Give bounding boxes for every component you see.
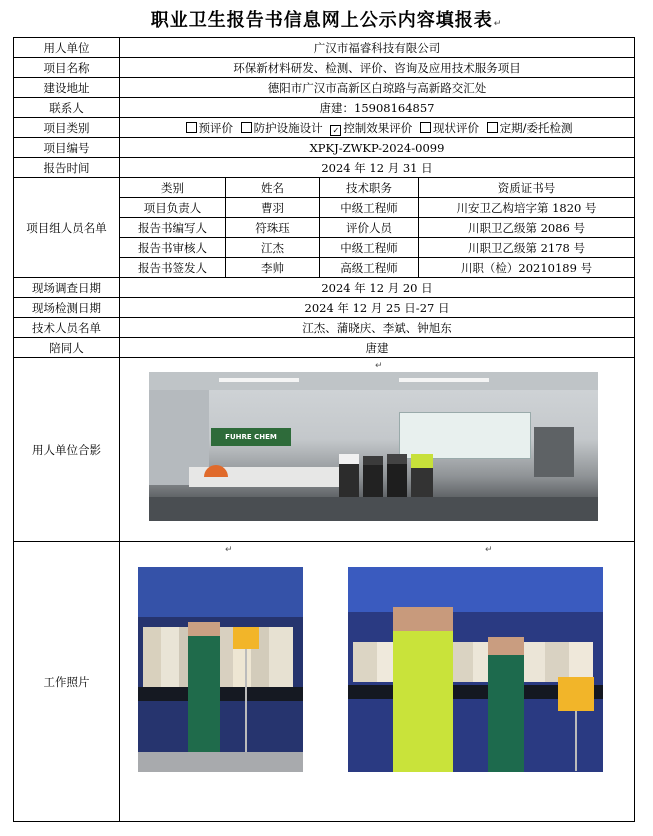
para-mark: ↵	[375, 361, 383, 371]
ceiling	[149, 372, 598, 390]
project-name-label: 项目名称	[14, 58, 120, 78]
ceiling-light	[219, 378, 299, 382]
report-time-label: 报告时间	[14, 158, 120, 178]
work-photos-cell	[120, 542, 635, 822]
address-label: 建设地址	[14, 78, 120, 98]
project-no-label: 项目编号	[14, 138, 120, 158]
employer-value: 广汉市福睿科技有限公司	[120, 38, 635, 58]
report-time-value: 2024 年 12 月 31 日	[120, 158, 635, 178]
team-role: 报告书编写人	[120, 218, 226, 238]
row-survey-date	[14, 278, 635, 298]
row-technicians	[14, 318, 635, 338]
group-photo	[149, 372, 598, 521]
team-header: 资质证书号	[419, 178, 635, 198]
info-table	[13, 37, 635, 822]
tripod	[245, 649, 247, 769]
team-header: 技术职务	[320, 178, 419, 198]
technician	[188, 622, 220, 766]
work-photos-label: 工作照片	[14, 542, 120, 822]
project-type-options	[120, 118, 635, 138]
technicians-value: 江杰、蒲晓庆、李斌、钟旭东	[120, 318, 635, 338]
group-photo-cell	[120, 358, 635, 542]
option-label: 定期/委托检测	[499, 120, 573, 135]
team-cert: 川职（检）20210189 号	[419, 258, 635, 278]
technician	[488, 637, 524, 772]
row-project-no	[14, 138, 635, 158]
team-cert: 川安卫乙构培字第 1820 号	[419, 198, 635, 218]
row-report-time	[14, 158, 635, 178]
team-role: 项目负责人	[120, 198, 226, 218]
team-title: 高级工程师	[320, 258, 419, 278]
company-banner: FUHRE CHEM	[211, 428, 291, 446]
option-checkbox[interactable]	[186, 122, 197, 133]
row-project-name	[14, 58, 635, 78]
form-title-text: 职业卫生报告书信息网上公示内容填报表	[150, 10, 493, 31]
upper-cabinets	[138, 567, 303, 617]
contact-label: 联系人	[14, 98, 120, 118]
doorway	[534, 427, 574, 477]
sampling-instrument	[558, 677, 594, 711]
row-address	[14, 78, 635, 98]
team-header: 姓名	[226, 178, 320, 198]
technicians-label: 技术人员名单	[14, 318, 120, 338]
address-value: 德阳市广汉市高新区白琼路与高新路交汇处	[120, 78, 635, 98]
employer-label: 用人单位	[14, 38, 120, 58]
option-label: 防护设施设计	[253, 120, 323, 135]
ceiling-light	[399, 378, 489, 382]
display-screen	[399, 412, 531, 459]
row-project-type	[14, 118, 635, 138]
project-type-label: 项目类别	[14, 118, 120, 138]
option-label: 现状评价	[432, 120, 479, 135]
team-title: 评价人员	[320, 218, 419, 238]
survey-date-label: 现场调查日期	[14, 278, 120, 298]
team-label: 项目组人员名单	[14, 178, 120, 278]
row-employer	[14, 38, 635, 58]
row-test-date	[14, 298, 635, 318]
team-role: 报告书签发人	[120, 258, 226, 278]
team-cert: 川职卫乙级第 2086 号	[419, 218, 635, 238]
para-mark: ↵	[225, 545, 233, 555]
option-checkbox[interactable]	[241, 122, 252, 133]
test-date-value: 2024 年 12 月 25 日-27 日	[120, 298, 635, 318]
team-title: 中级工程师	[320, 198, 419, 218]
floor	[149, 497, 598, 521]
escort-label: 陪同人	[14, 338, 120, 358]
row-work-photos	[14, 542, 635, 822]
sample-shelves	[353, 642, 593, 682]
team-name: 符珠珏	[226, 218, 320, 238]
option-checkbox[interactable]	[420, 122, 431, 133]
row-escort	[14, 338, 635, 358]
option-label: 控制效果评价	[343, 120, 413, 135]
group-photo-label: 用人单位合影	[14, 358, 120, 542]
para-mark: ↵	[485, 545, 493, 555]
para-mark: ↵	[493, 19, 503, 29]
option-checkbox[interactable]	[487, 122, 498, 133]
tripod	[575, 711, 577, 771]
test-date-label: 现场检测日期	[14, 298, 120, 318]
escort-value: 唐建	[120, 338, 635, 358]
option-label: 预评价	[198, 120, 233, 135]
technician-in-vest	[393, 607, 453, 772]
project-no-value: XPKJ-ZWKP-2024-0099	[120, 138, 635, 158]
floor	[138, 752, 303, 772]
form-title	[0, 6, 653, 32]
sampling-instrument	[233, 627, 259, 649]
team-cert: 川职卫乙级第 2178 号	[419, 238, 635, 258]
row-contact	[14, 98, 635, 118]
upper-cabinets	[348, 567, 603, 612]
team-name: 江杰	[226, 238, 320, 258]
work-photo-left	[138, 567, 303, 772]
team-title: 中级工程师	[320, 238, 419, 258]
project-name-value: 环保新材料研发、检测、评价、咨询及应用技术服务项目	[120, 58, 635, 78]
contact-value: 唐建：15908164857	[120, 98, 635, 118]
option-checkbox-checked[interactable]: ✓	[330, 125, 341, 136]
team-role: 报告书审核人	[120, 238, 226, 258]
counter	[138, 687, 303, 701]
work-photo-right	[348, 567, 603, 772]
team-name: 曹羽	[226, 198, 320, 218]
team-name: 李帅	[226, 258, 320, 278]
row-group-photo	[14, 358, 635, 542]
team-header-row	[14, 178, 635, 198]
survey-date-value: 2024 年 12 月 20 日	[120, 278, 635, 298]
team-header: 类别	[120, 178, 226, 198]
